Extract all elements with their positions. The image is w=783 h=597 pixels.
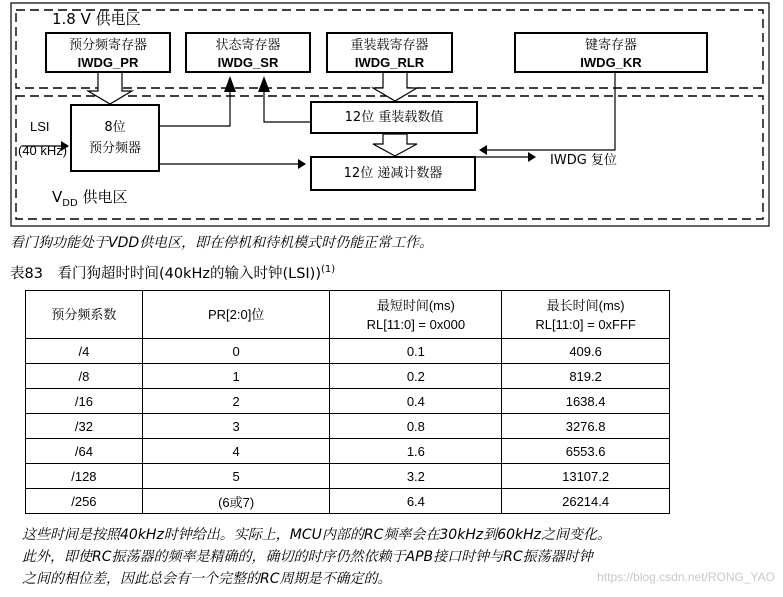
table-cell: 819.2 (502, 364, 670, 389)
table-cell: /64 (26, 439, 143, 464)
table-row (26, 389, 670, 414)
table-cell: 6553.6 (502, 439, 670, 464)
table-row (26, 339, 670, 364)
table-cell: 1.6 (330, 439, 502, 464)
table-cell: 0.8 (330, 414, 502, 439)
header-line-2: RL[11:0] = 0x000 (366, 316, 466, 332)
table-cell: 0.2 (330, 364, 502, 389)
watermark: https://blog.csdn.net/RONG_YAO (597, 570, 775, 584)
prescaler-bits: 8位 (104, 120, 126, 135)
table-row (26, 364, 670, 389)
table-row (26, 414, 670, 439)
table-cell: 3.2 (330, 464, 502, 489)
table-cell: 1 (142, 364, 330, 389)
iwdg-block-diagram (0, 0, 783, 232)
note-line-2: 此外，即使RC振荡器的频率是精确的，确切的时序仍然依赖于APB接口时钟与RC振荡器时钟 (22, 549, 593, 565)
table-cell: 5 (142, 464, 330, 489)
table-title-footnote: (1) (321, 264, 336, 275)
table-cell: 6.4 (330, 489, 502, 514)
region-vdd-label (52, 186, 127, 209)
table-cell: (6或7) (142, 489, 330, 514)
table-cell: 409.6 (502, 339, 670, 364)
iwdg-sr-name: IWDG_SR (217, 54, 279, 70)
header-line-1: 最短时间(ms) (376, 297, 455, 313)
table-header-row (26, 291, 670, 339)
table-cell: 0.1 (330, 339, 502, 364)
region-18v-label: 1.8 V 供电区 (52, 10, 141, 28)
note-line-1: 这些时间是按照40kHz时钟给出。实际上，MCU内部的RC频率会在30kHz到60kHz之间变化。 (22, 527, 611, 543)
header-line-2: RL[11:0] = 0xFFF (535, 316, 636, 332)
table-cell: 2 (142, 389, 330, 414)
header-line-1: 最长时间(ms) (546, 297, 625, 313)
reload-to-counter-arrow (373, 134, 417, 156)
iwdg-kr-name: IWDG_KR (580, 54, 642, 70)
vdd-v: V (52, 188, 63, 206)
iwdg-reset-label: IWDG 复位 (550, 153, 617, 168)
table-cell: 3276.8 (502, 414, 670, 439)
prescaler-name: 预分频器 (88, 141, 141, 156)
vdd-suffix: 供电区 (77, 188, 128, 206)
table-cell: 26214.4 (502, 489, 670, 514)
table-cell: 3 (142, 414, 330, 439)
header-line-1: PR[2:0]位 (207, 307, 265, 322)
table-title (10, 262, 335, 283)
table-header-cell (502, 291, 670, 339)
iwdg-rlr-title: 重装载寄存器 (350, 37, 429, 53)
table-cell: /8 (26, 364, 143, 389)
iwdg-rlr-register (326, 32, 453, 73)
reload-value-block: 12位 重装载数值 (310, 101, 478, 134)
table-cell: /128 (26, 464, 143, 489)
table-row (26, 464, 670, 489)
vdd-sub: DD (62, 198, 78, 209)
table-row (26, 489, 670, 514)
table-header-cell (142, 291, 330, 339)
iwdg-pr-title: 预分频寄存器 (68, 37, 147, 53)
table-cell: /32 (26, 414, 143, 439)
table-cell: 0.4 (330, 389, 502, 414)
table-cell: /4 (26, 339, 143, 364)
iwdg-kr-register (514, 32, 708, 73)
header-line-1: 预分频系数 (51, 307, 117, 322)
table-cell: 1638.4 (502, 389, 670, 414)
lsi-frequency-label: (40 kHz) (18, 143, 68, 158)
iwdg-sr-title: 状态寄存器 (215, 37, 281, 53)
table-cell: 4 (142, 439, 330, 464)
table-header-cell (330, 291, 502, 339)
table-cell: /256 (26, 489, 143, 514)
table-cell: /16 (26, 389, 143, 414)
down-counter-block: 12位 递减计数器 (310, 156, 476, 191)
table-cell: 13107.2 (502, 464, 670, 489)
table-title-text: 表83 看门狗超时时间(40kHz的输入时钟(LSI)) (10, 266, 321, 282)
table-cell: 0 (142, 339, 330, 364)
table-row (26, 439, 670, 464)
iwdg-rlr-name: IWDG_RLR (354, 54, 425, 70)
note-line-3: 之间的相位差，因此总会有一个完整的RC周期是不确定的。 (22, 571, 392, 587)
timeout-table (25, 290, 670, 514)
diagram-caption: 看门狗功能处于VDD供电区，即在停机和待机模式时仍能正常工作。 (10, 235, 434, 251)
table-header-cell (26, 291, 143, 339)
iwdg-pr-register (45, 32, 171, 73)
iwdg-pr-name: IWDG_PR (77, 54, 139, 70)
iwdg-sr-register (185, 32, 311, 73)
iwdg-kr-title: 键寄存器 (584, 37, 637, 53)
prescaler-8bit-block (70, 104, 160, 172)
lsi-label: LSI (30, 119, 50, 134)
